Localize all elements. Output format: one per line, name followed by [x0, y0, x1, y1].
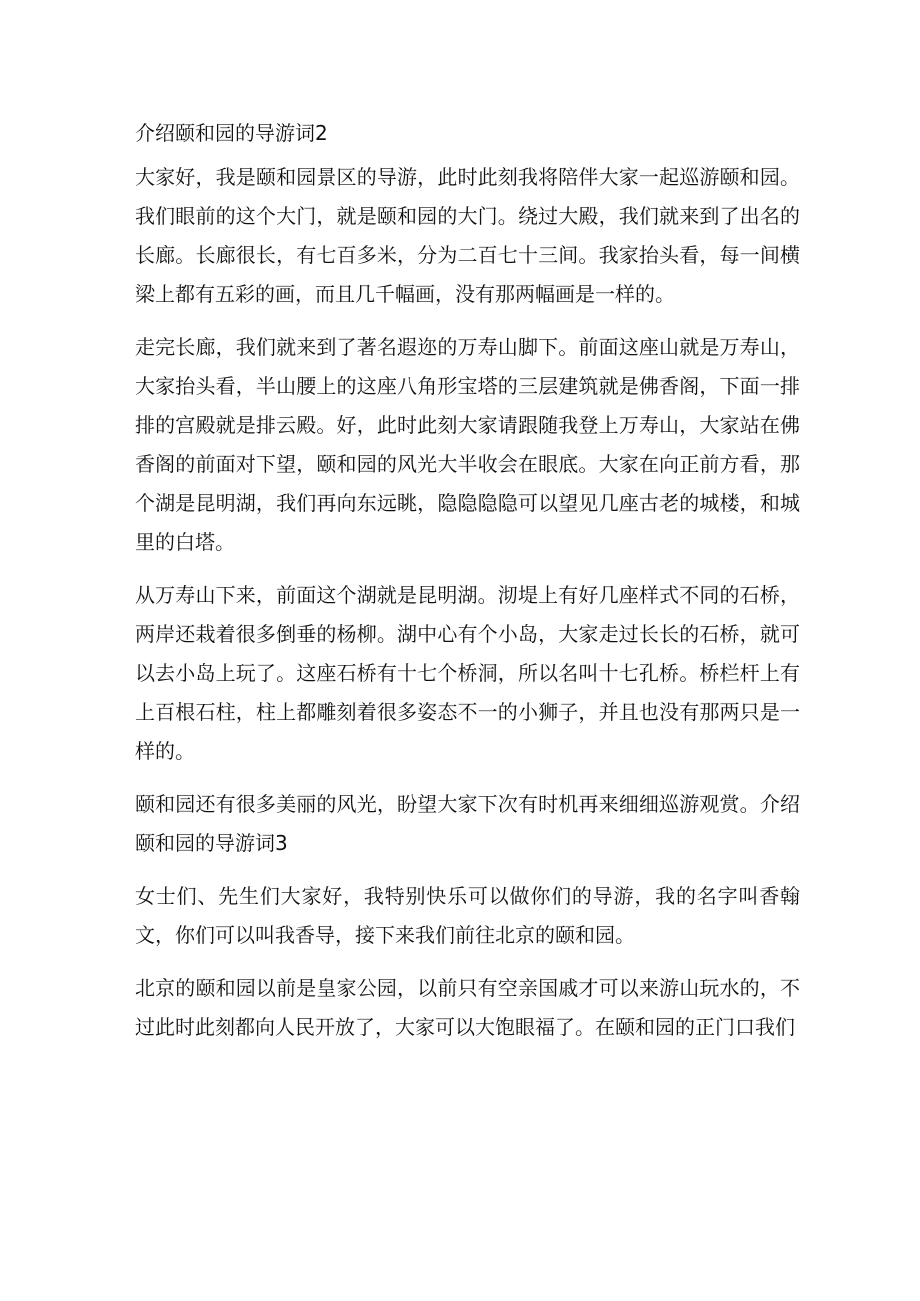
paragraph-royal-garden: 北京的颐和园以前是皇家公园，以前只有空亲国戚才可以来游山玩水的，不过此时此刻都向人民开放了，大家可以大饱眼福了。在颐和园的正门口我们 — [135, 976, 800, 1039]
paragraph-intro-gate-corridor: 大家好，我是颐和园景区的导游，此时此刻我将陪伴大家一起巡游颐和园。我们眼前的这个大门，就是颐和园的大门。绕过大殿，我们就来到了出名的长廊。长廊很长，有七百多米，分为二百七十三间。我家抬头看，每一间横梁上都有五彩的画，而且几千幅画，没有那两幅画是一样的。 — [135, 165, 800, 306]
paragraph-closing-and-heading-3: 颐和园还有很多美丽的风光，盼望大家下次有时机再来细细巡游观赏。介绍颐和园的导游词3 — [135, 792, 800, 855]
section-heading-2: 介绍颐和园的导游词2 — [135, 121, 328, 145]
paragraph-wanshou-mountain: 走完长廊，我们就来到了著名遐迩的万寿山脚下。前面这座山就是万寿山，大家抬头看，半山腰上的这座八角形宝塔的三层建筑就是佛香阁，下面一排排的宫殿就是排云殿。好，此时此刻大家请跟随我登上万寿山，大家站在佛香阁的前面对下望，颐和园的风光大半收会在眼底。大家在向正前方看，那个湖是昆明湖，我们再向东远眺，隐隐隐隐可以望见几座古老的城楼，和城里的白塔。 — [135, 335, 800, 554]
paragraph-greeting: 女士们、先生们大家好，我特别快乐可以做你们的导游，我的名字叫香翰文，你们可以叫我香导，接下来我们前往北京的颐和园。 — [135, 884, 800, 947]
paragraph-kunming-lake: 从万寿山下来，前面这个湖就是昆明湖。沏堤上有好几座样式不同的石桥，两岸还栽着很多倒垂的杨柳。湖中心有个小岛，大家走过长长的石桥，就可以去小岛上玩了。这座石桥有十七个桥洞，所以名叫十七孔桥。桥栏杆上有上百根石柱，柱上都雕刻着很多姿态不一的小狮子，并且也没有那两只是一样的。 — [135, 583, 800, 763]
document-body — [135, 114, 800, 1061]
